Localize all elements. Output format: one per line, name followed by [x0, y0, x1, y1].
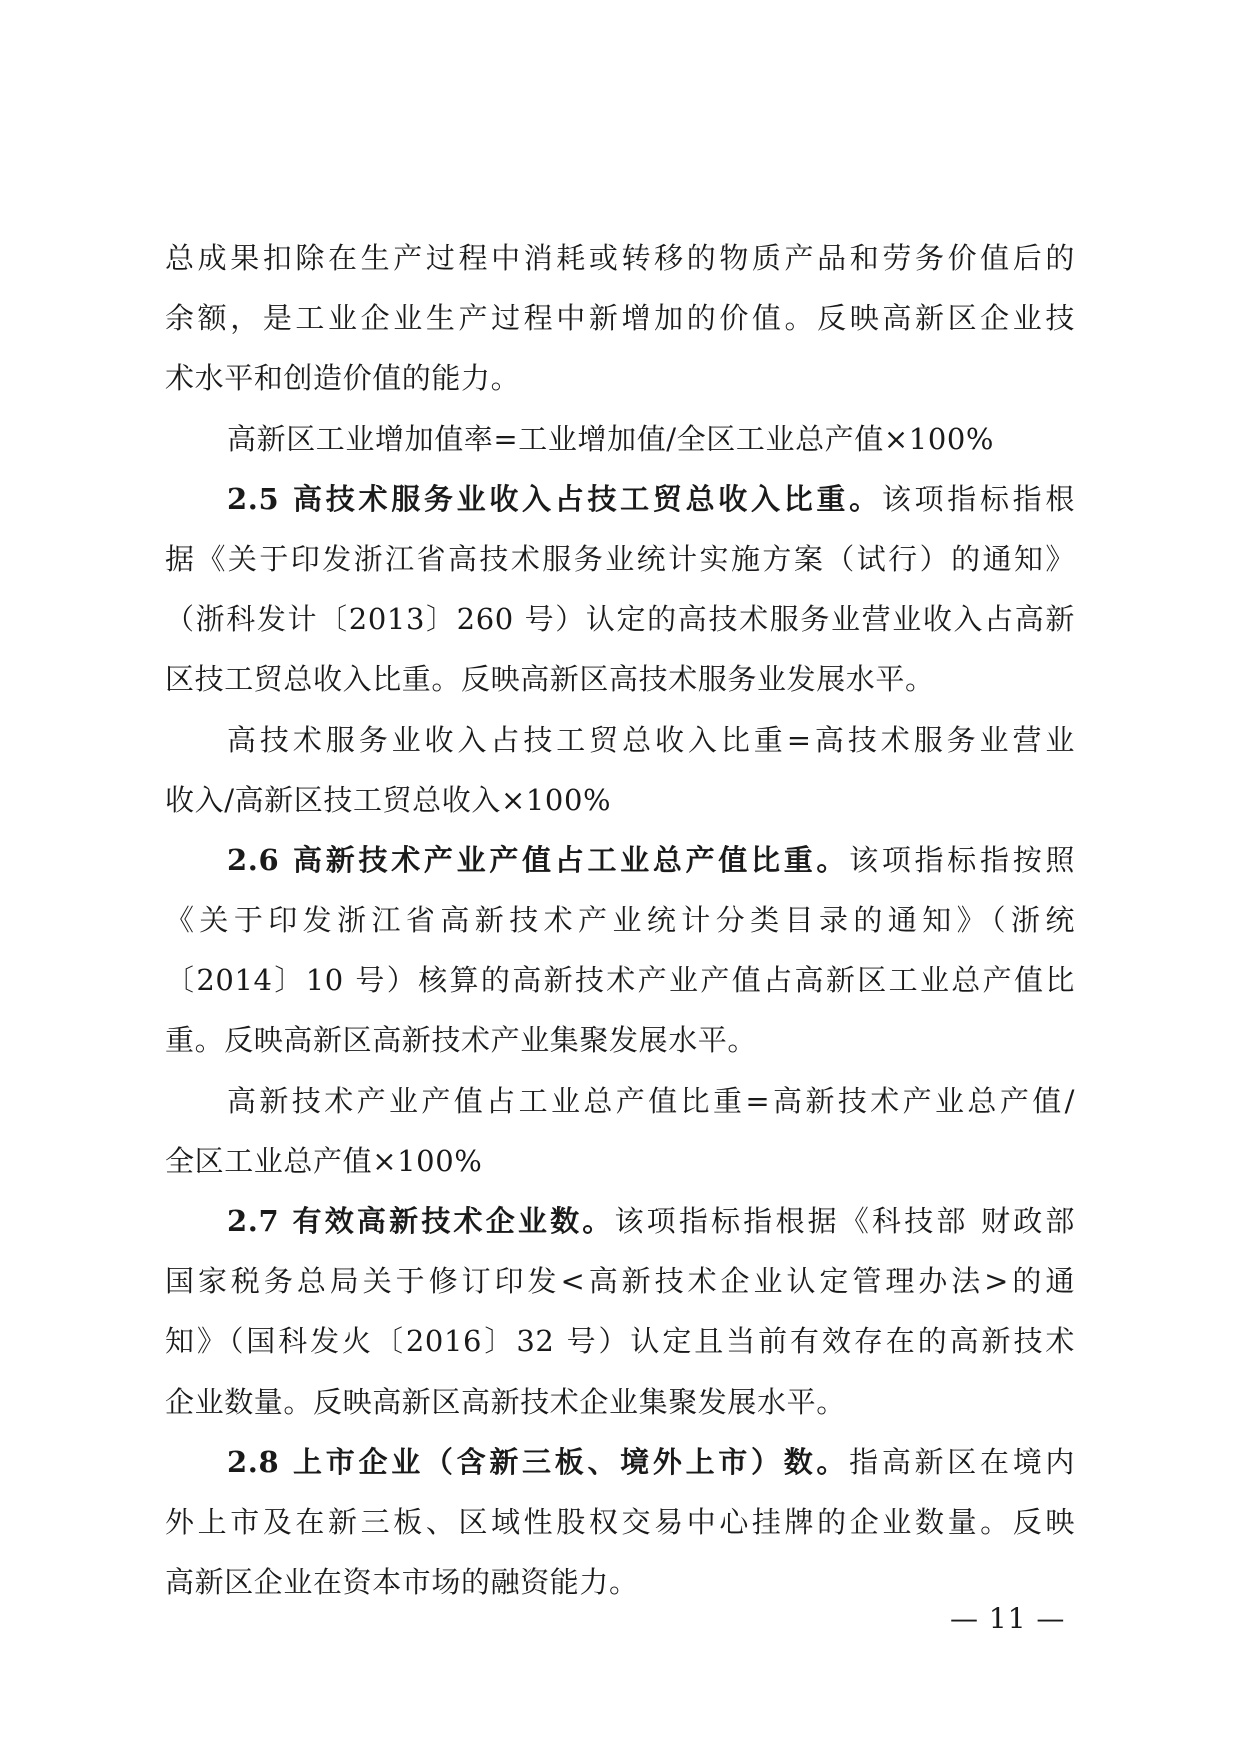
- paragraph-line: 总成果扣除在生产过程中消耗或转移的物质产品和劳务价值后的: [165, 241, 1075, 275]
- document-body: [165, 228, 1075, 1612]
- formula-line: 收入/高新区技工贸总收入×100%: [165, 782, 612, 817]
- formula-line: 全区工业总产值×100%: [165, 1143, 483, 1178]
- section-heading-2-6: 2.6 高新技术产业产值占工业总产值比重。: [227, 842, 850, 877]
- paragraph-line: 术水平和创造价值的能力。: [165, 361, 521, 396]
- paragraph-line: 余额，是工业企业生产过程中新增加的价值。反映高新区企业技: [165, 301, 1075, 336]
- paragraph-line: 〔2014〕10 号）核算的高新技术产业产值占高新区工业总产值比: [165, 963, 1075, 998]
- paragraph-line: 企业数量。反映高新区高新技术企业集聚发展水平。: [165, 1384, 846, 1419]
- paragraph-line: 外上市及在新三板、区域性股权交易中心挂牌的企业数量。反映: [165, 1504, 1075, 1539]
- paragraph-line: 重。反映高新区高新技术产业集聚发展水平。: [165, 1023, 758, 1058]
- section-text: 该项指标指根据《科技部 财政部: [614, 1204, 1076, 1238]
- section-heading-2-5: 2.5 高技术服务业收入占技工贸总收入比重。: [227, 481, 882, 516]
- section-text: 该项指标指根: [881, 481, 1075, 516]
- paragraph-line: 《关于印发浙江省高新技术产业统计分类目录的通知》（浙统: [165, 903, 1075, 938]
- section-text: 该项指标指按照: [849, 842, 1076, 877]
- paragraph-line: 知》（国科发火〔2016〕32 号）认定且当前有效存在的高新技术: [165, 1324, 1075, 1359]
- paragraph-line: 高新区企业在资本市场的融资能力。: [165, 1565, 639, 1600]
- paragraph-line: 国家税务总局关于修订印发<高新技术企业认定管理办法>的通: [165, 1264, 1075, 1299]
- section-line: [165, 469, 1075, 529]
- formula-line: 高新技术产业产值占工业总产值比重=高新技术产业总产值/: [227, 1083, 1075, 1118]
- formula-line: 高新区工业增加值率=工业增加值/全区工业总产值×100%: [227, 421, 995, 456]
- paragraph-line: （浙科发计〔2013〕260 号）认定的高技术服务业营业收入占高新: [165, 602, 1075, 637]
- formula-line: 高技术服务业收入占技工贸总收入比重=高技术服务业营业: [227, 722, 1075, 757]
- section-text: 指高新区在境内: [849, 1444, 1076, 1479]
- section-line: [165, 1432, 1075, 1492]
- section-heading-2-7: 2.7 有效高新技术企业数。: [227, 1204, 615, 1238]
- paragraph-line: 据《关于印发浙江省高技术服务业统计实施方案（试行）的通知》: [165, 541, 1075, 576]
- paragraph-line: 区技工贸总收入比重。反映高新区高技术服务业发展水平。: [165, 662, 935, 697]
- page-number: — 11 —: [950, 1602, 1066, 1635]
- section-heading-2-8: 2.8 上市企业（含新三板、境外上市）数。: [227, 1444, 850, 1479]
- section-line: [165, 830, 1075, 890]
- section-line: [165, 1191, 1075, 1251]
